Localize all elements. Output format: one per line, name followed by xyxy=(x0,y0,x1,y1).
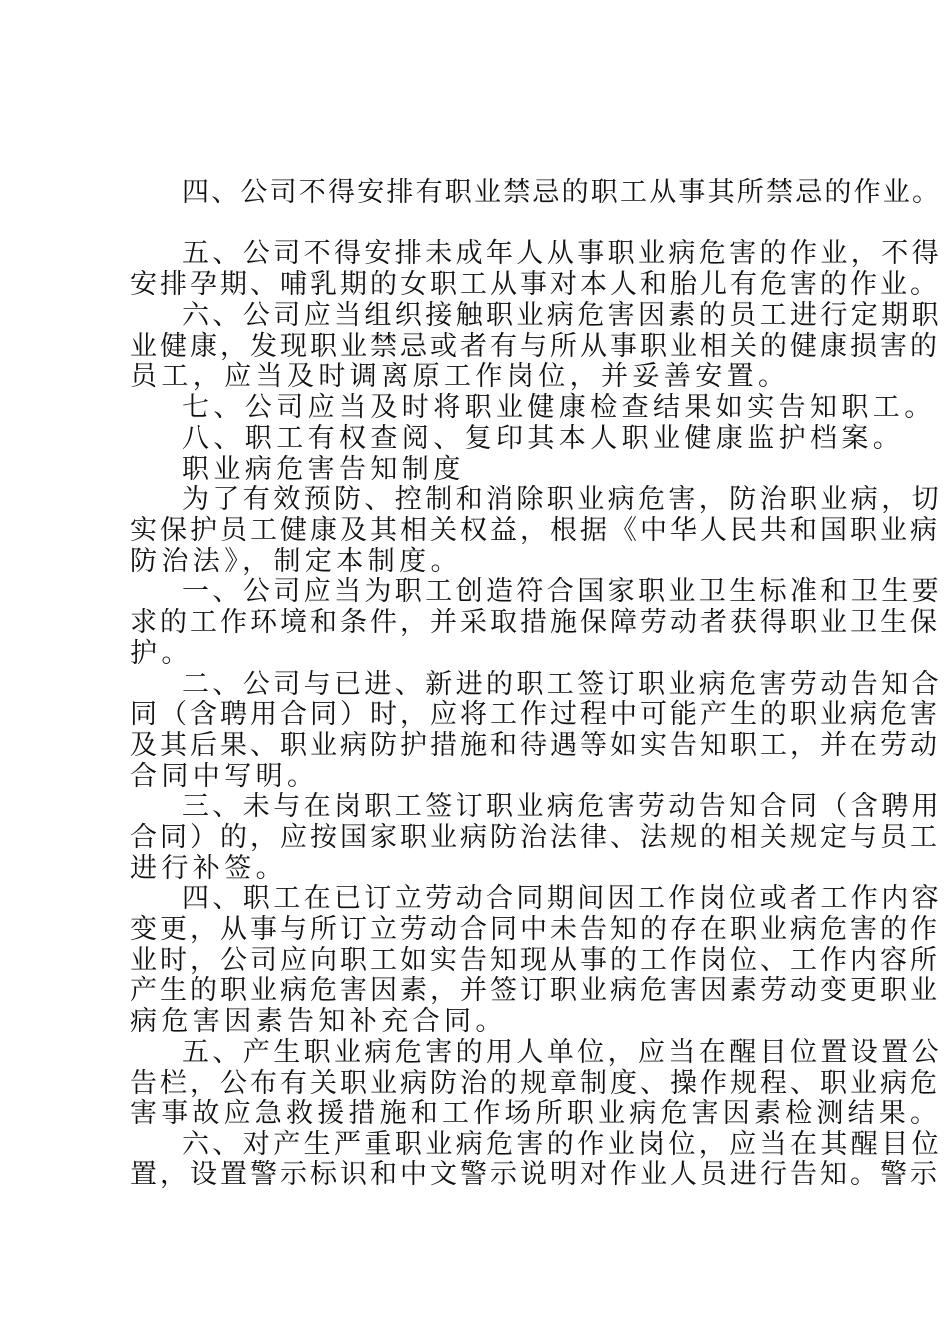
text-line: 业健康，发现职业禁忌或者有与所从事职业相关的健康损害的 xyxy=(130,331,940,362)
text-line: 变更，从事与所订立劳动合同中未告知的存在职业病危害的作 xyxy=(130,914,940,945)
text-line: 安排孕期、哺乳期的女职工从事对本人和胎儿有危害的作业。 xyxy=(130,269,940,300)
text-line: 实保护员工健康及其相关权益，根据《中华人民共和国职业病 xyxy=(130,515,940,546)
text-line: 三、未与在岗职工签订职业病危害劳动告知合同（含聘用 xyxy=(182,791,942,822)
section-title: 职业病危害告知制度 xyxy=(182,454,465,485)
text-line: 为了有效预防、控制和消除职业病危害，防治职业病，切 xyxy=(182,484,942,515)
text-line: 求的工作环境和条件，并采取措施保障劳动者获得职业卫生保 xyxy=(130,607,940,638)
text-line: 告栏，公布有关职业病防治的规章制度、操作规程、职业病危 xyxy=(130,1068,940,1099)
text-line: 进行补签。 xyxy=(130,853,287,884)
text-line: 八、职工有权查阅、复印其本人职业健康监护档案。 xyxy=(182,423,905,454)
text-line: 六、对产生严重职业病危害的作业岗位，应当在其醒目位 xyxy=(182,1129,942,1160)
text-line: 五、产生职业病危害的用人单位，应当在醒目位置设置公 xyxy=(182,1037,942,1068)
text-line: 员工，应当及时调离原工作岗位，并妥善安置。 xyxy=(130,361,790,392)
text-line: 四、公司不得安排有职业禁忌的职工从事其所禁忌的作业。 xyxy=(182,177,942,208)
text-line: 护。 xyxy=(130,638,193,669)
text-line: 置，设置警示标识和中文警示说明对作业人员进行告知。警示 xyxy=(130,1159,940,1190)
text-line: 业时，公司应向职工如实告知现从事的工作岗位、工作内容所 xyxy=(130,945,940,976)
text-line: 合同）的，应按国家职业病防治法律、法规的相关规定与员工 xyxy=(130,822,940,853)
text-line: 七、公司应当及时将职业健康检查结果如实告知职工。 xyxy=(182,392,936,423)
text-line: 防治法》，制定本制度。 xyxy=(130,546,462,577)
text-line: 产生的职业病危害因素，并签订职业病危害因素劳动变更职业 xyxy=(130,975,940,1006)
text-line: 四、职工在已订立劳动合同期间因工作岗位或者工作内容 xyxy=(182,883,942,914)
text-line: 五、公司不得安排未成年人从事职业病危害的作业，不得 xyxy=(182,238,942,269)
text-line: 合同中写明。 xyxy=(130,761,319,792)
text-line: 同（含聘用合同）时，应将工作过程中可能产生的职业病危害 xyxy=(130,699,940,730)
text-line: 病危害因素告知补充合同。 xyxy=(130,1006,507,1037)
text-line: 二、公司与已进、新进的职工签订职业病危害劳动告知合 xyxy=(182,669,942,700)
text-line: 一、公司应当为职工创造符合国家职业卫生标准和卫生要 xyxy=(182,576,942,607)
text-line: 害事故应急救援措施和工作场所职业病危害因素检测结果。 xyxy=(130,1098,942,1129)
text-line: 及其后果、职业病防护措施和待遇等如实告知职工，并在劳动 xyxy=(130,730,940,761)
text-line: 六、公司应当组织接触职业病危害因素的员工进行定期职 xyxy=(182,300,942,331)
